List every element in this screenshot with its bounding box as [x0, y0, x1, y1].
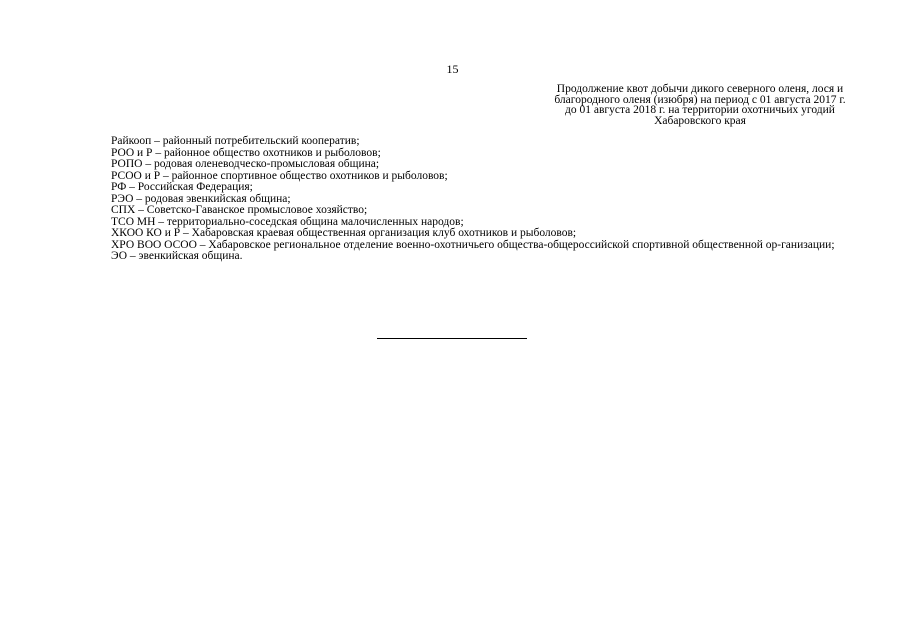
abbreviation-item: ХКОО КО и Р – Хабаровская краевая общественная организация клуб охотников и рыболовов;: [111, 227, 577, 239]
caption-line: благородного оленя (изюбря) на период с 01 августа 2017 г.: [554, 93, 846, 106]
abbreviation-item: РФ – Российская Федерация;: [111, 181, 253, 193]
end-separator-line: [377, 338, 527, 339]
abbreviation-item: ХРО ВОО ОСОО – Хабаровское региональное отделение военно-охотничьего общества-общероссийской спортивной общественной ор-ганизации;: [111, 238, 835, 251]
abbreviation-item: РСОО и Р – районное спортивное общество охотников и рыболовов;: [111, 169, 448, 182]
abbreviation-item: СПХ – Советско-Гаванское промысловое хозяйство;: [111, 204, 368, 216]
abbreviation-item: Райкооп – районный потребительский кооператив;: [111, 135, 360, 147]
abbreviation-item: ТСО МН – территориально-соседская община малочисленных народов;: [111, 215, 464, 228]
page-number: 15: [446, 62, 459, 76]
abbreviation-list: [111, 136, 871, 263]
caption-line: Хабаровского края: [654, 114, 746, 127]
abbreviation-item: РЭО – родовая эвенкийская община;: [111, 192, 291, 205]
abbreviation-item: РОО и Р – районное общество охотников и рыболовов;: [111, 146, 381, 159]
abbreviation-item: РОПО – родовая оленеводческо-промысловая община;: [111, 158, 380, 170]
abbreviation-item: ЭО – эвенкийская община.: [111, 250, 243, 262]
table-continuation-caption: [530, 84, 870, 126]
caption-line: Продолжение квот добычи дикого северного оленя, лося и: [556, 83, 844, 95]
caption-line: до 01 августа 2018 г. на территории охотничьих угодий: [565, 104, 835, 116]
